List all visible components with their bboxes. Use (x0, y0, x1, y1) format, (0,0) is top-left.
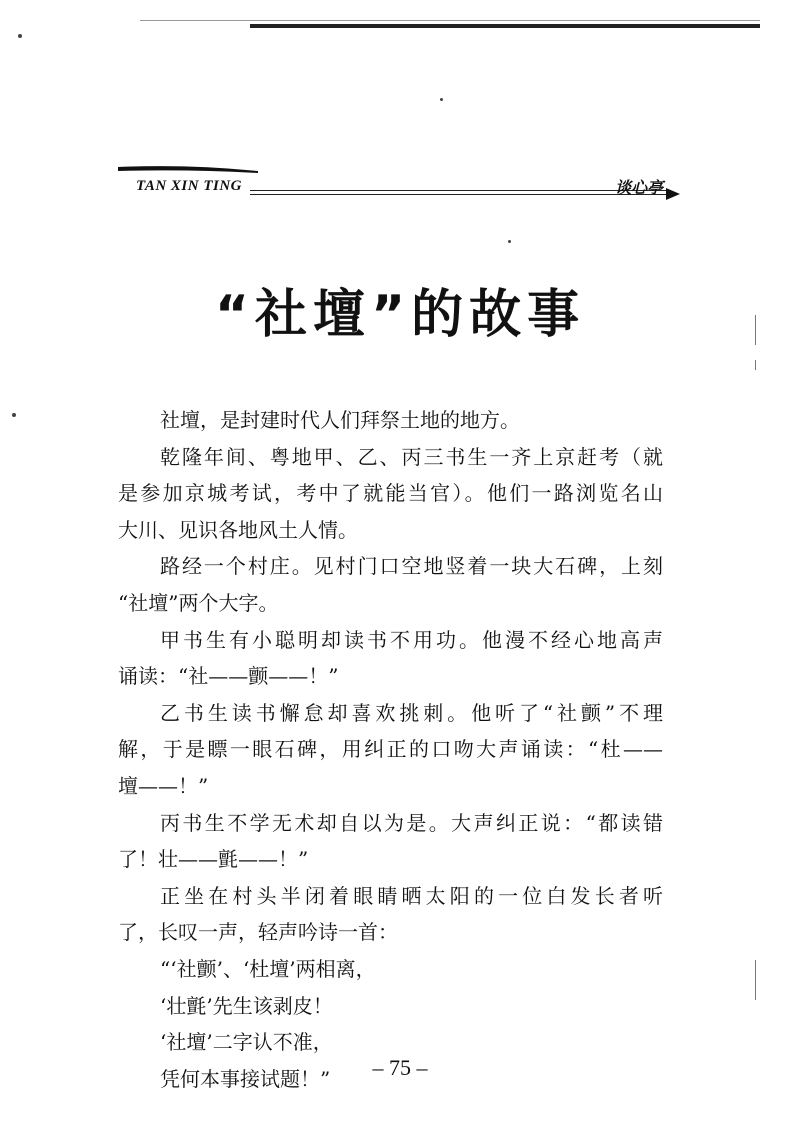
scan-speck (18, 34, 22, 38)
body-line: 诵读：“社——颤——！” (118, 664, 339, 689)
article-title: “社壇”的故事 (214, 285, 586, 345)
scan-speck (440, 98, 443, 101)
header-left-text: TAN XIN TING (136, 178, 243, 194)
scan-speck (508, 240, 511, 243)
body-line: 丙书生不学无术却自以为是。大声纠正说：“都读错 (160, 810, 663, 835)
body-line: 大川、见识各地风土人情。 (118, 517, 358, 542)
top-scan-line (250, 24, 760, 28)
poem-line: “‘社颤’、‘杜壇’两相离， (160, 956, 376, 981)
body-line: 了！壮——氈——！” (118, 847, 309, 872)
body-line: 乾隆年间、粤地甲、乙、丙三书生一齐上京赶考（就 (160, 444, 663, 469)
body-line: 社壇，是封建时代人们拜祭土地的地方。 (160, 408, 520, 432)
page-number: – 75 – (372, 1055, 428, 1080)
header-right-text: 谈心亭 (615, 178, 664, 197)
header-arrow-icon (666, 188, 680, 200)
article-body (118, 402, 663, 1097)
body-line: 正坐在村头半闭着眼睛晒太阳的一位白发长者听 (160, 883, 663, 908)
poem-line: ‘壮氈’先生该剥皮！ (160, 993, 333, 1018)
body-line: 是参加京城考试，考中了就能当官）。他们一路浏览名山 (118, 481, 663, 506)
scan-speck (12, 413, 16, 417)
body-line: 甲书生有小聪明却读书不用功。他漫不经心地高声 (160, 627, 663, 652)
body-line: “社壇”两个大字。 (118, 590, 279, 615)
body-line: 路经一个村庄。见村门口空地竖着一块大石碑，上刻 (160, 554, 663, 579)
header-rule-lower (250, 194, 670, 195)
body-line: 壇——！” (118, 773, 209, 798)
body-line: 解，于是瞟一眼石碑，用纠正的口吻大声诵读：“杜—— (118, 737, 663, 762)
header-rule (250, 190, 670, 191)
poem-line: 凭何本事接试题！” (160, 1066, 331, 1091)
body-line: 了，长叹一声，轻声吟诗一首： (118, 920, 398, 945)
scan-edge-line (755, 960, 756, 1000)
top-scan-line-thin (140, 20, 760, 21)
header-swoosh (118, 165, 258, 175)
poem-line: ‘社壇’二字认不准， (160, 1030, 333, 1055)
body-line: 乙书生读书懈怠却喜欢挑刺。他听了“社颤”不理 (160, 700, 663, 725)
running-header (118, 165, 683, 205)
scan-edge-line (755, 360, 756, 370)
